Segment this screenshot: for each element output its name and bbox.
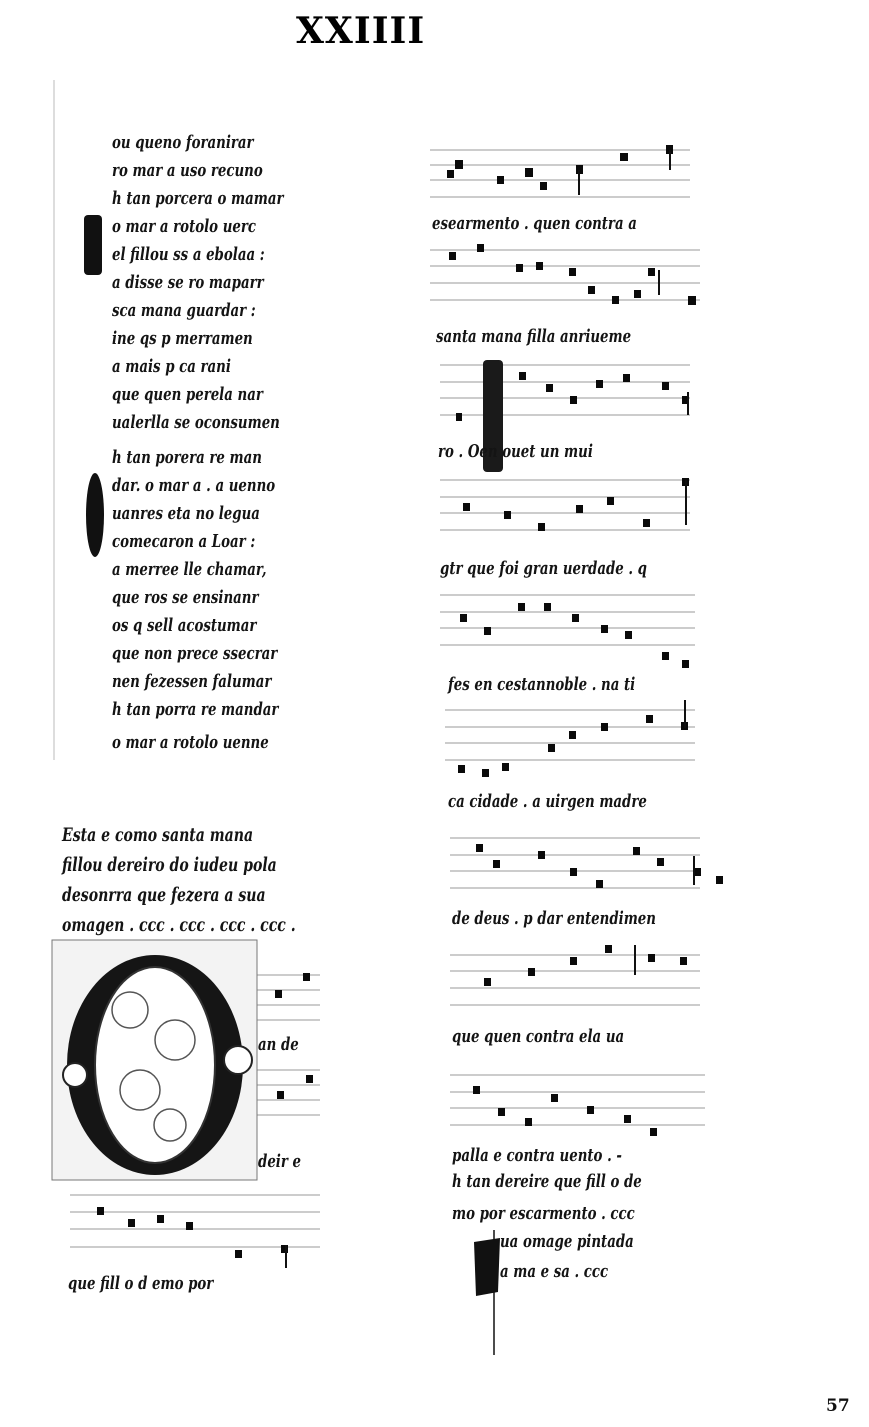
text-line: ro mar a uso recuno xyxy=(112,160,263,181)
text-line: que quen contra ela ua xyxy=(452,1026,625,1047)
text-line: a mais p ca rani xyxy=(112,356,231,377)
text-line: que non prece ssecrar xyxy=(112,643,278,664)
text-line: esearmento . quen contra a xyxy=(432,213,637,234)
text-line: ua omage pintada xyxy=(500,1231,634,1252)
text-line: h tan dereire que fill o de xyxy=(452,1171,642,1192)
page-number: 57 xyxy=(826,1396,850,1416)
text-line: sca mana guardar : xyxy=(112,300,256,321)
text-line: a merree lle chamar, xyxy=(112,559,267,580)
text-line: ca cidade . a uirgen madre xyxy=(448,791,647,812)
text-line: ualerlla se oconsumen xyxy=(112,412,280,433)
text-line: ine qs p merramen xyxy=(112,328,253,349)
text-line: santa mana filla anriueme xyxy=(436,326,632,347)
text-line: o mar a rotolo uerc xyxy=(112,216,256,237)
folio-number: XXIIII xyxy=(296,10,426,52)
text-line: de deus . p dar entendimen xyxy=(452,908,656,929)
rubric-line: omagen . ccc . ccc . ccc . ccc . xyxy=(62,914,296,936)
text-line: os q sell acostumar xyxy=(112,615,257,636)
text-line: comecaron a Loar : xyxy=(112,531,256,552)
text-line: mo por escarmento . ccc xyxy=(452,1203,635,1224)
rubric-line: Esta e como santa mana xyxy=(62,824,254,846)
rubric-line: desonrra que fezera a sua xyxy=(62,884,266,906)
text-line: ou queno foranirar xyxy=(112,132,254,153)
text-line: uanres eta no legua xyxy=(112,503,260,524)
rubric-line: fillou dereiro do iudeu pola xyxy=(62,854,277,876)
text-line: ro . Oen ouet un mui xyxy=(438,441,593,462)
text-line: h tan porra re mandar xyxy=(112,699,279,720)
text-line: a disse se ro maparr xyxy=(112,272,264,293)
text-line: fes en cestannoble . na ti xyxy=(448,674,636,695)
text-line: nen fezessen falumar xyxy=(112,671,272,692)
text-under-music: deir e xyxy=(258,1151,301,1172)
text-line: palla e contra uento . - xyxy=(452,1145,622,1166)
text-under-music: an de xyxy=(258,1034,299,1055)
text-line: gtr que foi gran uerdade . q xyxy=(440,558,647,579)
text-line: dar. o mar a . a uenno xyxy=(112,475,276,496)
text-line: que quen perela nar xyxy=(112,384,263,405)
ornate-initial xyxy=(52,940,257,1180)
text-line: el fillou ss a ebolaa : xyxy=(112,244,265,265)
text-line: que ros se ensinanr xyxy=(112,587,259,608)
text-line: h tan porcera o mamar xyxy=(112,188,284,209)
text-line: a ma e sa . ccc xyxy=(500,1261,609,1282)
text-under-music: que fill o d emo por xyxy=(68,1273,214,1294)
text-line: h tan porera re man xyxy=(112,447,262,468)
text-line: o mar a rotolo uenne xyxy=(112,732,269,753)
